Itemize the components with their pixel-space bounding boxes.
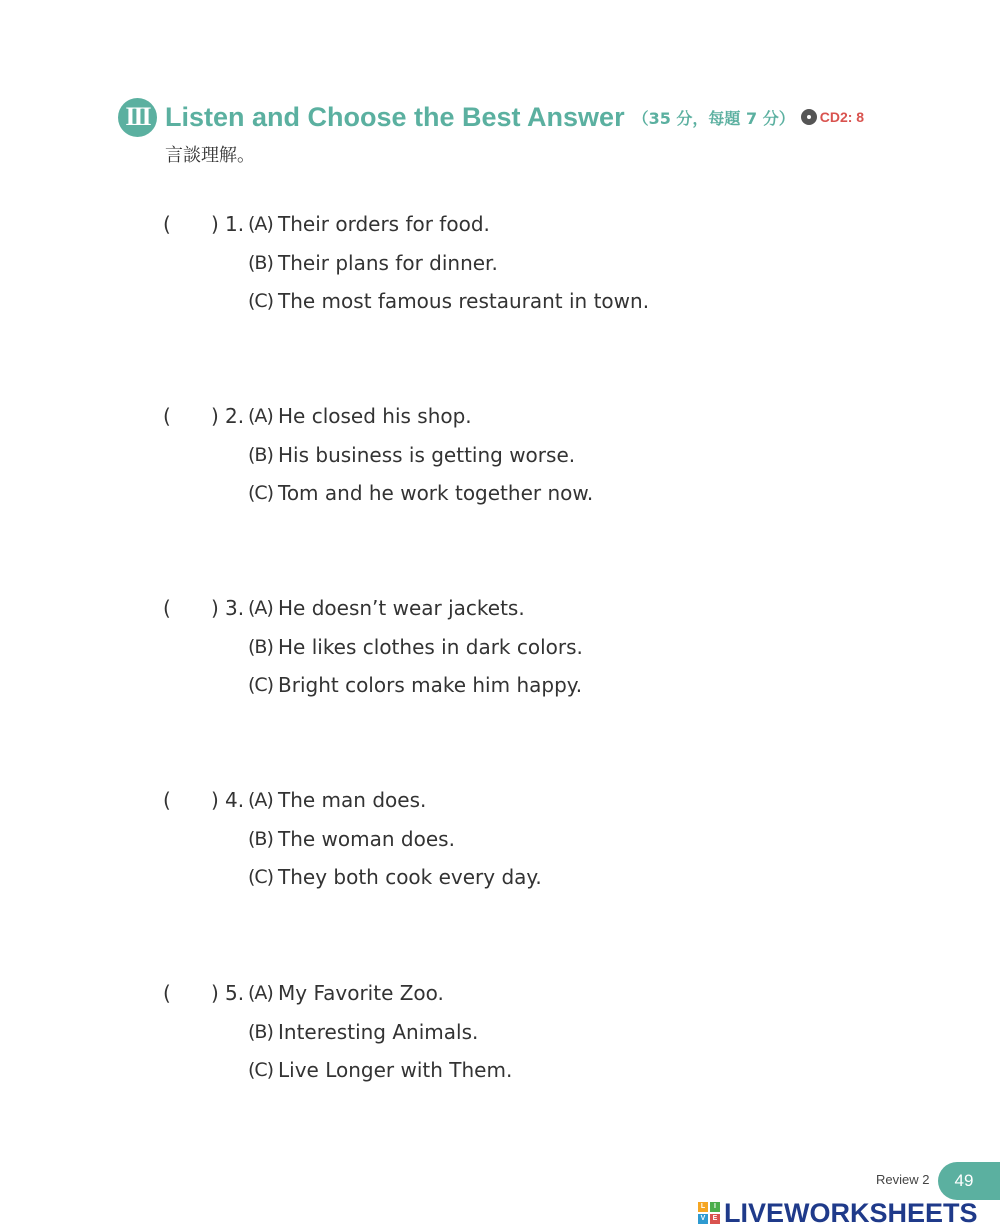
liveworksheets-logo[interactable] <box>698 1198 978 1228</box>
option-letter: (B) <box>248 251 273 274</box>
section-number-badge <box>118 98 157 137</box>
option-letter: (B) <box>248 443 273 466</box>
cd-icon <box>801 109 817 125</box>
option-text: Their orders for food. <box>278 212 490 237</box>
logo-squares-icon <box>698 1202 720 1224</box>
answer-open-paren: ( <box>163 981 171 1006</box>
logo-square: V <box>698 1214 708 1224</box>
option-text: He doesn’t wear jackets. <box>278 596 525 621</box>
answer-close-paren: ) <box>211 404 219 429</box>
answer-open-paren: ( <box>163 212 171 237</box>
option-letter: (C) <box>248 674 274 697</box>
option-letter: (A) <box>248 982 273 1005</box>
answer-close-paren: ) <box>211 788 219 813</box>
points-note: （35 分，每題 7 分） <box>632 108 795 128</box>
option-letter: (C) <box>248 1059 274 1082</box>
option-letter: (A) <box>248 597 273 620</box>
answer-close-paren: ) <box>211 212 219 237</box>
question-number: 5. <box>225 981 245 1006</box>
answer-blank[interactable] <box>177 211 211 237</box>
logo-text: LIVEWORKSHEETS <box>724 1197 978 1228</box>
option-text: His business is getting worse. <box>278 442 576 467</box>
option-letter: (C) <box>248 290 274 313</box>
question-number: 2. <box>225 404 245 429</box>
section-header <box>118 97 864 137</box>
logo-square: L <box>698 1202 708 1212</box>
option-letter: (C) <box>248 866 274 889</box>
option-text: Interesting Animals. <box>278 1019 479 1044</box>
option-text: The man does. <box>278 788 427 813</box>
question-number: 1. <box>225 212 245 237</box>
option-text: My Favorite Zoo. <box>278 981 444 1006</box>
option-text: They both cook every day. <box>278 865 542 890</box>
answer-close-paren: ) <box>211 596 219 621</box>
question-number: 4. <box>225 788 245 813</box>
page-number-tab <box>938 1162 1000 1200</box>
option-letter: (A) <box>248 213 273 236</box>
option-text: Live Longer with Them. <box>278 1058 513 1083</box>
option-text: Their plans for dinner. <box>278 250 498 275</box>
option-text: Tom and he work together now. <box>278 481 594 506</box>
option-letter: (A) <box>248 405 273 428</box>
section-subtitle: 言談理解。 <box>165 145 255 166</box>
option-letter: (B) <box>248 1020 273 1043</box>
answer-blank[interactable] <box>177 980 211 1006</box>
cd-track-label: CD2: 8 <box>819 109 865 125</box>
answer-blank[interactable] <box>177 403 211 429</box>
answer-blank[interactable] <box>177 787 211 813</box>
answer-blank[interactable] <box>177 595 211 621</box>
answer-close-paren: ) <box>211 981 219 1006</box>
option-letter: (C) <box>248 482 274 505</box>
option-text: He closed his shop. <box>278 404 472 429</box>
page-number: 49 <box>954 1171 974 1190</box>
logo-square: E <box>710 1214 720 1224</box>
option-letter: (A) <box>248 789 273 812</box>
section-title: Listen and Choose the Best Answer <box>165 101 625 132</box>
question-number: 3. <box>225 596 245 621</box>
review-label: Review 2 <box>876 1172 930 1187</box>
option-text: The most famous restaurant in town. <box>278 289 650 314</box>
option-text: He likes clothes in dark colors. <box>278 634 583 659</box>
section-numeral: III <box>125 102 150 131</box>
answer-open-paren: ( <box>163 404 171 429</box>
answer-open-paren: ( <box>163 788 171 813</box>
option-text: Bright colors make him happy. <box>278 673 583 698</box>
option-letter: (B) <box>248 635 273 658</box>
option-text: The woman does. <box>278 826 455 851</box>
answer-open-paren: ( <box>163 596 171 621</box>
logo-square: I <box>710 1202 720 1212</box>
option-letter: (B) <box>248 827 273 850</box>
